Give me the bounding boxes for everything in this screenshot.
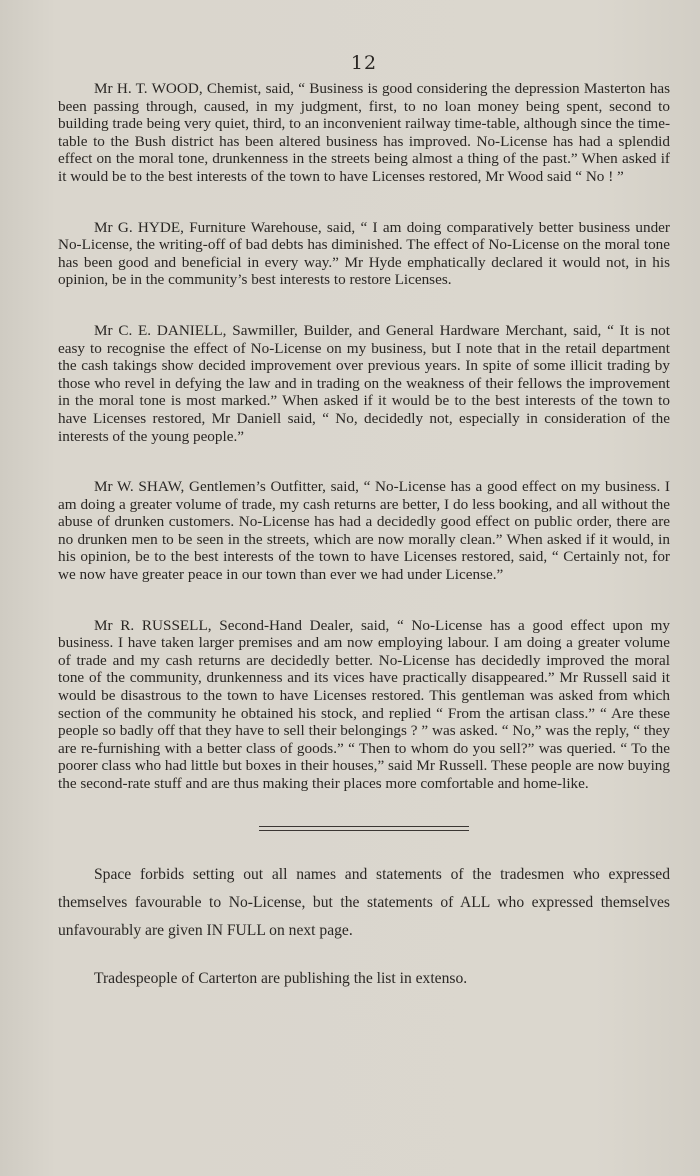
statement-shaw [58, 478, 670, 584]
statement-text: Mr C. E. DANIELL, Sawmiller, Builder, and General Hardware Merchant, said, “ It is not easy to recognise the effect of No-License on my business, but I note that in the retail department the cash takings show decided improvement over previous years. In spite of some illicit trading by those who revel in defying the law and in trading on the weakness of their fellows the improvement in the moral tone is most marked.” When asked if it would be to the best interests of the town to have Licenses restored, Mr Daniell said, “ No, decidedly not, especially in consideration of the interests of the young people.” [58, 321, 670, 445]
statement-text: Mr W. SHAW, Gentlemen’s Outfitter, said, “ No-License has a good effect on my business. I am doing a greater volume of trade, my cash returns are better, I do less booking, and all without the abuse of drunken customers. No-License has had a decidedly good effect on public order, there are no drunken men to be seen in the streets, which are now morally clean.” When asked if it would, in his opinion, be to the best interests of the town to have Licenses restored, said, “ Certainly not, for we now have greater peace in our town than ever we had under License.” [58, 478, 670, 584]
statement-wood [58, 80, 670, 186]
statement-russell [58, 617, 670, 793]
statement-text: Mr R. RUSSELL, Second-Hand Dealer, said, “ No-License has a good effect upon my business. I have taken larger premises and am now employing labour. I am doing a greater volume of trade and my cash returns are decidedly better. No-License has decidedly improved the moral tone of the community, drunkenness and its vices have practically disappeared.” Mr Russell said it would be disastrous to the town to have Licenses restored. This gentleman was asked from which section of the community he obtained his stock, and replied “ From the artisan class.” “ Are these people so badly off that they have to sell their belongings ? ” was asked. “ No,” was the reply, “ they are re-furnishing with a better class of goods.” “ Then to whom do you sell?” was queried. “ To the poorer class who had little but boxes in their houses,” said Mr Russell. These people are now buying the second-rate stuff and are thus making their places more comfortable and home-like. [58, 616, 670, 792]
section-divider [259, 826, 469, 831]
footer-notes [58, 861, 670, 993]
statement-hyde [58, 219, 670, 289]
statement-daniell [58, 322, 670, 445]
statement-text: Mr G. HYDE, Furniture Warehouse, said, “ I am doing comparatively better business under No-License, the writing-off of bad debts has diminished. The effect of No-License on the moral tone has been good and beneficial in every way.” Mr Hyde emphatically declared it would not, in his opinion, be in the community’s best interests to restore Licenses. [58, 218, 670, 289]
statement-text: Mr H. T. WOOD, Chemist, said, “ Business is good considering the depression Masterton has been passing through, caused, in my judgment, first, to no loan money being spent, second to building trade being very quiet, third, to an inconvenient railway time-table, although since the time-table to the Bush district has been altered business has improved. No-License has had a splendid effect on the moral tone, drunkenness in the streets being almost a thing of the past.” When asked if it would be to the best interests of the town to have Licenses restored, Mr Wood said “ No ! ” [58, 80, 670, 185]
page-number: 12 [350, 52, 378, 74]
footer-closing: Tradespeople of Carterton are publishing the list in extenso. [94, 969, 468, 987]
footer-note: Space forbids setting out all names and statements of the tradesmen who expressed themselves favourable to No-License, but the statements of ALL who expressed themselves unfavourably are given IN FULL on next page. [58, 865, 670, 939]
